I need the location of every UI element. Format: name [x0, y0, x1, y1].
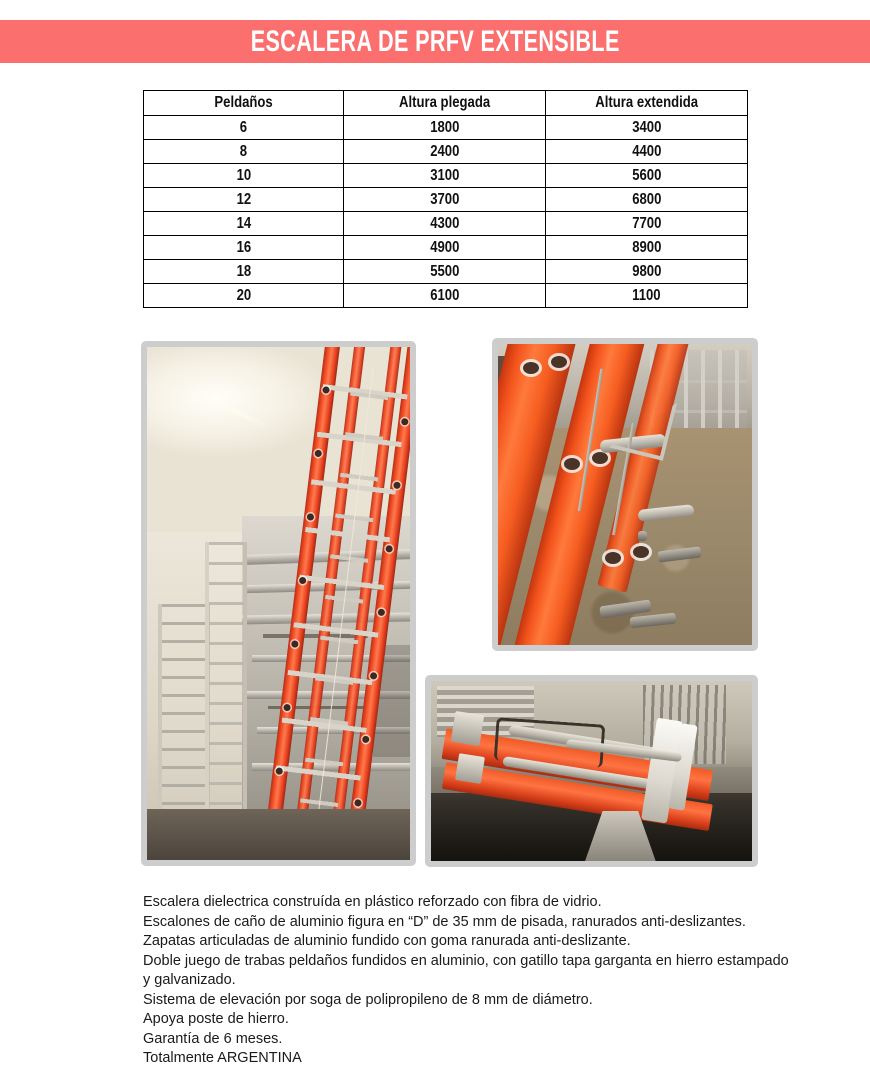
table-row	[144, 212, 748, 236]
shoe-pivot	[638, 531, 647, 541]
page-title: ESCALERA DE PRFV EXTENSIBLE	[250, 24, 620, 58]
table-row	[144, 116, 748, 140]
table-cell-altura-plegada: 4300	[344, 212, 546, 236]
rail-hole	[633, 546, 649, 558]
table-cell-altura-extendida: 3400	[546, 116, 748, 140]
table-cell-altura-extendida: 1100	[546, 284, 748, 308]
table-cell-altura-extendida: 9800	[546, 260, 748, 284]
table-header-cell-peldanos: Peldaños	[144, 91, 344, 116]
product-description	[143, 893, 863, 1069]
table-cell-peldanos: 10	[144, 164, 344, 188]
table-cell-altura-extendida: 6800	[546, 188, 748, 212]
table-cell-altura-plegada: 3100	[344, 164, 546, 188]
table-cell-altura-extendida: 5600	[546, 164, 748, 188]
product-photo-rung-locks	[425, 675, 758, 867]
specifications-table	[143, 90, 748, 308]
product-photo-full-ladder	[141, 341, 416, 866]
table-cell-altura-plegada: 3700	[344, 188, 546, 212]
description-line: Doble juego de trabas peldaños fundidos en aluminio, con gatillo tapa garganta en hierro estampado	[143, 952, 789, 969]
floor-area	[147, 809, 410, 860]
table-cell-altura-plegada: 6100	[344, 284, 546, 308]
table-cell-peldanos: 6	[144, 116, 344, 140]
product-photo-rails-and-shoes	[492, 338, 758, 651]
photo-image-ladder-shoes	[498, 344, 752, 645]
rail-hole	[605, 552, 621, 564]
table-cell-altura-extendida: 7700	[546, 212, 748, 236]
table-row	[144, 140, 748, 164]
description-line: Apoya poste de hierro.	[143, 1011, 289, 1027]
description-line: Sistema de elevación por soga de polipropileno de 8 mm de diámetro.	[143, 991, 593, 1008]
table-cell-altura-extendida: 8900	[546, 236, 748, 260]
table-row	[144, 284, 748, 308]
table-cell-altura-plegada: 5500	[344, 260, 546, 284]
table-cell-altura-plegada: 4900	[344, 236, 546, 260]
table-cell-altura-plegada: 2400	[344, 140, 546, 164]
description-line: Garantía de 6 meses.	[143, 1030, 283, 1047]
table-cell-altura-extendida: 4400	[546, 140, 748, 164]
table-cell-peldanos: 20	[144, 284, 344, 308]
table-header-cell-altura-plegada: Altura plegada	[344, 91, 546, 116]
metal-end-cap	[451, 711, 484, 746]
table-cell-peldanos: 8	[144, 140, 344, 164]
table-row	[144, 236, 748, 260]
photo-image-rung-lock-detail	[431, 681, 752, 861]
description-line: y galvanizado.	[143, 972, 236, 988]
description-line: Escalera dielectrica construída en plástico reforzado con fibra de vidrio.	[143, 894, 602, 910]
description-line: Escalones de caño de aluminio figura en “D” de 35 mm de pisada, ranurados anti-deslizantes.	[143, 913, 746, 930]
table-cell-peldanos: 14	[144, 212, 344, 236]
table-header-row	[144, 91, 748, 116]
page-header-banner	[0, 20, 870, 63]
table-header-cell-altura-extendida: Altura extendida	[546, 91, 748, 116]
table-row	[144, 260, 748, 284]
table-row	[144, 164, 748, 188]
description-line: Zapatas articuladas de aluminio fundido con goma ranurada anti-deslizante.	[143, 933, 631, 949]
description-line: Totalmente ARGENTINA	[143, 1050, 302, 1066]
table-cell-peldanos: 18	[144, 260, 344, 284]
photo-image-warehouse-ladder	[147, 347, 410, 860]
table-cell-peldanos: 12	[144, 188, 344, 212]
table-row	[144, 188, 748, 212]
table-cell-peldanos: 16	[144, 236, 344, 260]
table-cell-altura-plegada: 1800	[344, 116, 546, 140]
metal-end-cap	[455, 753, 485, 784]
